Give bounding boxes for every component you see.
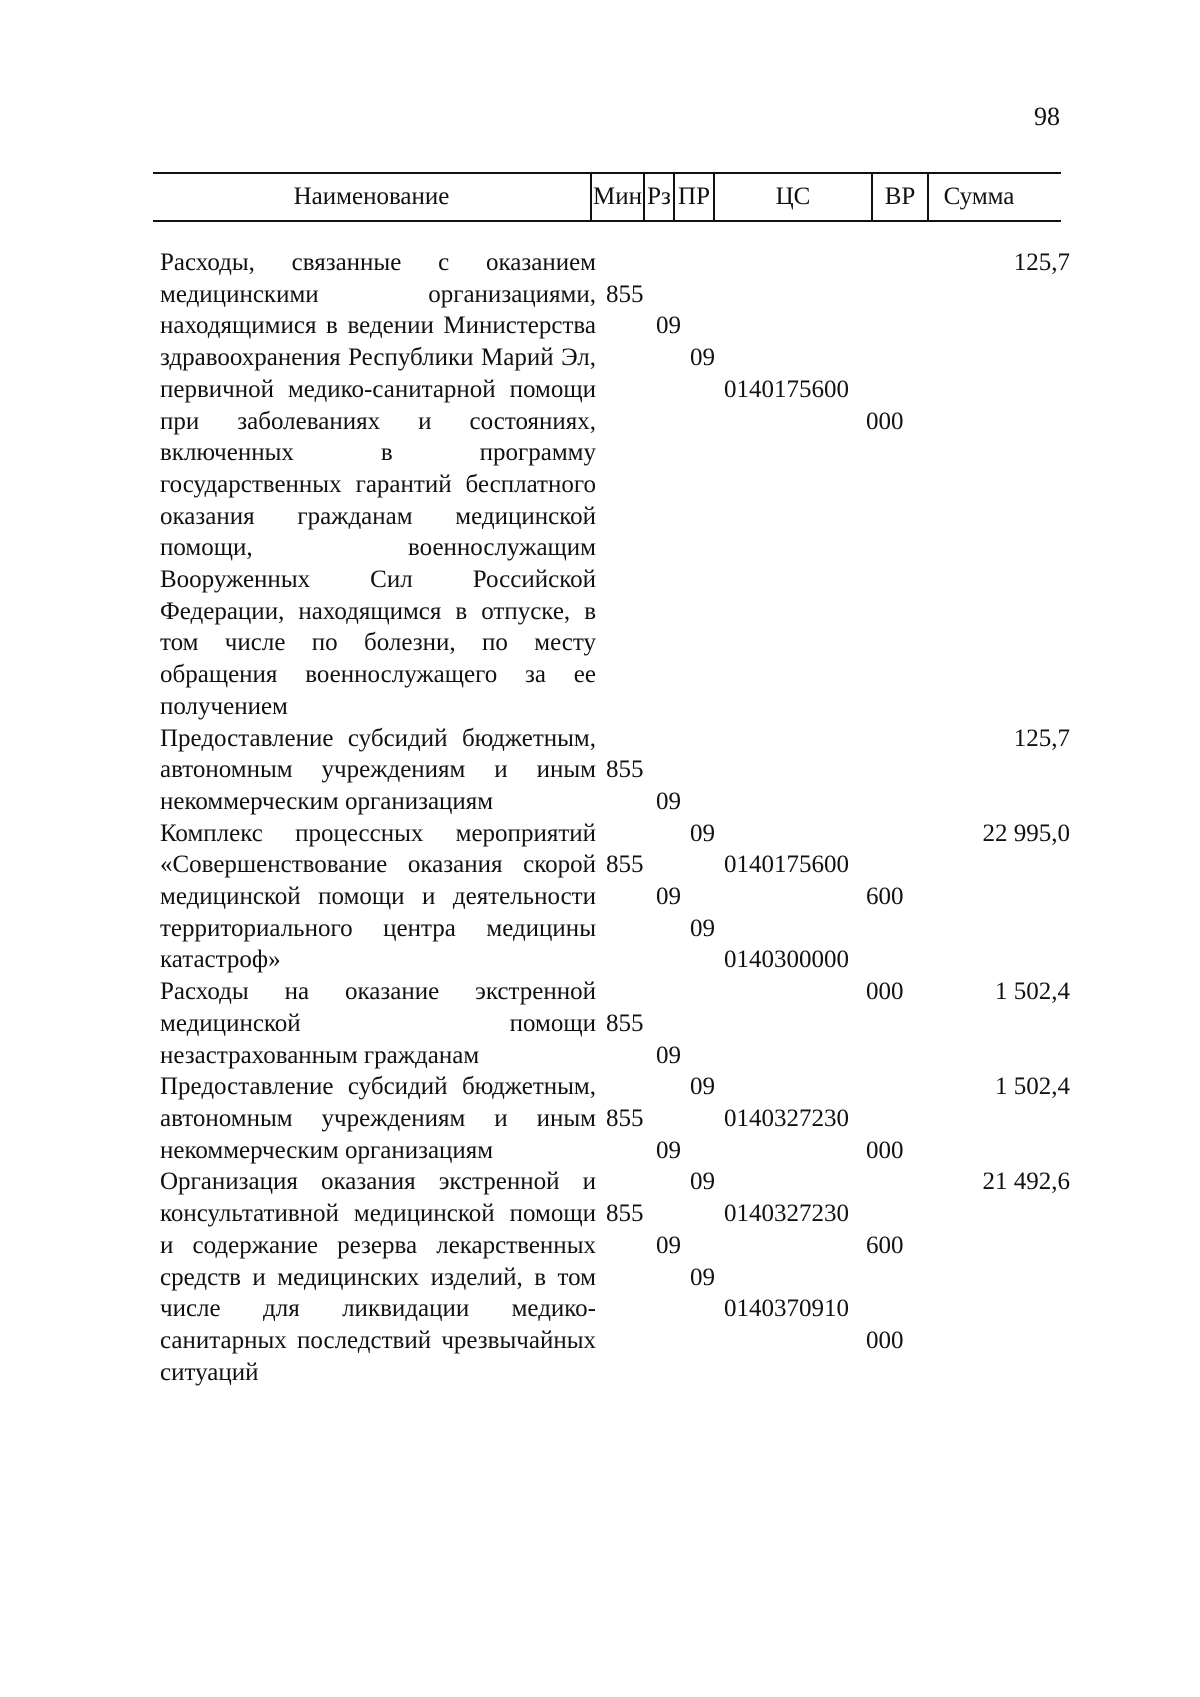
row-vr: 600	[866, 883, 904, 911]
row-rz: 09	[656, 312, 681, 340]
row-sum: 21 492,6	[982, 1168, 1070, 1196]
row-min: 855	[606, 1200, 644, 1228]
table-row	[160, 1166, 1070, 1388]
row-sum: 125,7	[1013, 724, 1070, 752]
table-row	[160, 247, 1070, 723]
row-codes	[606, 247, 904, 469]
header-vr: ВР	[871, 174, 927, 220]
row-name: Расходы на оказание экстренной медицинской помощи незастрахованным гражданам	[160, 978, 596, 1069]
row-name: Предоставление субсидий бюджетным, автономным учреждениям и иным некоммерческим организациям	[160, 724, 596, 815]
row-sum: 125,7	[1013, 249, 1070, 276]
header-sum: Сумма	[927, 174, 1029, 220]
row-vr: 000	[866, 1136, 904, 1164]
header-rz: Рз	[643, 174, 673, 220]
row-sum: 1 502,4	[995, 1073, 1070, 1101]
row-name: Комплекс процессных мероприятий «Совершенствование оказания скорой медицинской помощи и деятельности территориального центра медицины катастроф»	[160, 819, 596, 974]
row-cs: 0140300000	[724, 946, 849, 974]
row-pr: 09	[690, 1168, 715, 1196]
row-cs: 0140175600	[724, 851, 849, 879]
row-name: Организация оказания экстренной и консультативной медицинской помощи и содержание резерва лекарственных средств и медицинских изделий, в том числе для ликвидации медико-санитарных последствий чрезвычайных ситуаций	[160, 1168, 596, 1386]
row-vr: 000	[866, 407, 904, 435]
row-cs: 0140175600	[724, 375, 849, 403]
row-pr: 09	[690, 344, 715, 372]
row-cs: 0140327230	[724, 1104, 849, 1132]
row-cs: 0140370910	[724, 1295, 849, 1323]
row-vr: 600	[866, 1231, 904, 1259]
row-min: 855	[606, 756, 644, 784]
row-name: Расходы, связанные с оказанием медицинскими организациями, находящимися в ведении Министерства здравоохранения Республики Марий Эл, первичной медико-санитарной помощи при заболеваниях и состояниях, включенных в программу государственных гарантий бесплатного оказания гражданам медицинской помощи, военнослужащим Вооруженных Сил Российской Федерации, находящимся в отпуске, в том числе по болезни, по месту обращения военнослужащего за ее получением	[160, 249, 596, 720]
row-rz: 09	[656, 787, 681, 815]
row-rz: 09	[656, 1136, 681, 1164]
page-number: 98	[1034, 102, 1060, 131]
header-cs: ЦС	[713, 174, 871, 220]
row-min: 855	[606, 851, 644, 879]
row-pr: 09	[690, 1073, 715, 1101]
row-pr: 09	[690, 819, 715, 847]
row-pr: 09	[690, 1263, 715, 1291]
row-rz: 09	[656, 1231, 681, 1259]
table-body	[160, 247, 1070, 1388]
row-sum: 22 995,0	[982, 819, 1070, 847]
row-min: 855	[606, 1104, 644, 1132]
row-pr: 09	[690, 914, 715, 942]
row-sum: 1 502,4	[995, 978, 1070, 1006]
row-vr: 000	[866, 1326, 904, 1354]
row-min: 855	[606, 280, 644, 308]
header-pr: ПР	[673, 174, 713, 220]
row-rz: 09	[656, 1041, 681, 1069]
table-header	[153, 172, 1061, 222]
header-name: Наименование	[293, 183, 450, 210]
row-cs: 0140327230	[724, 1200, 849, 1228]
header-min: Мин	[590, 174, 643, 220]
row-min: 855	[606, 1009, 644, 1037]
row-vr: 000	[866, 978, 904, 1006]
row-rz: 09	[656, 883, 681, 911]
row-name: Предоставление субсидий бюджетным, автономным учреждениям и иным некоммерческим организациям	[160, 1073, 596, 1164]
